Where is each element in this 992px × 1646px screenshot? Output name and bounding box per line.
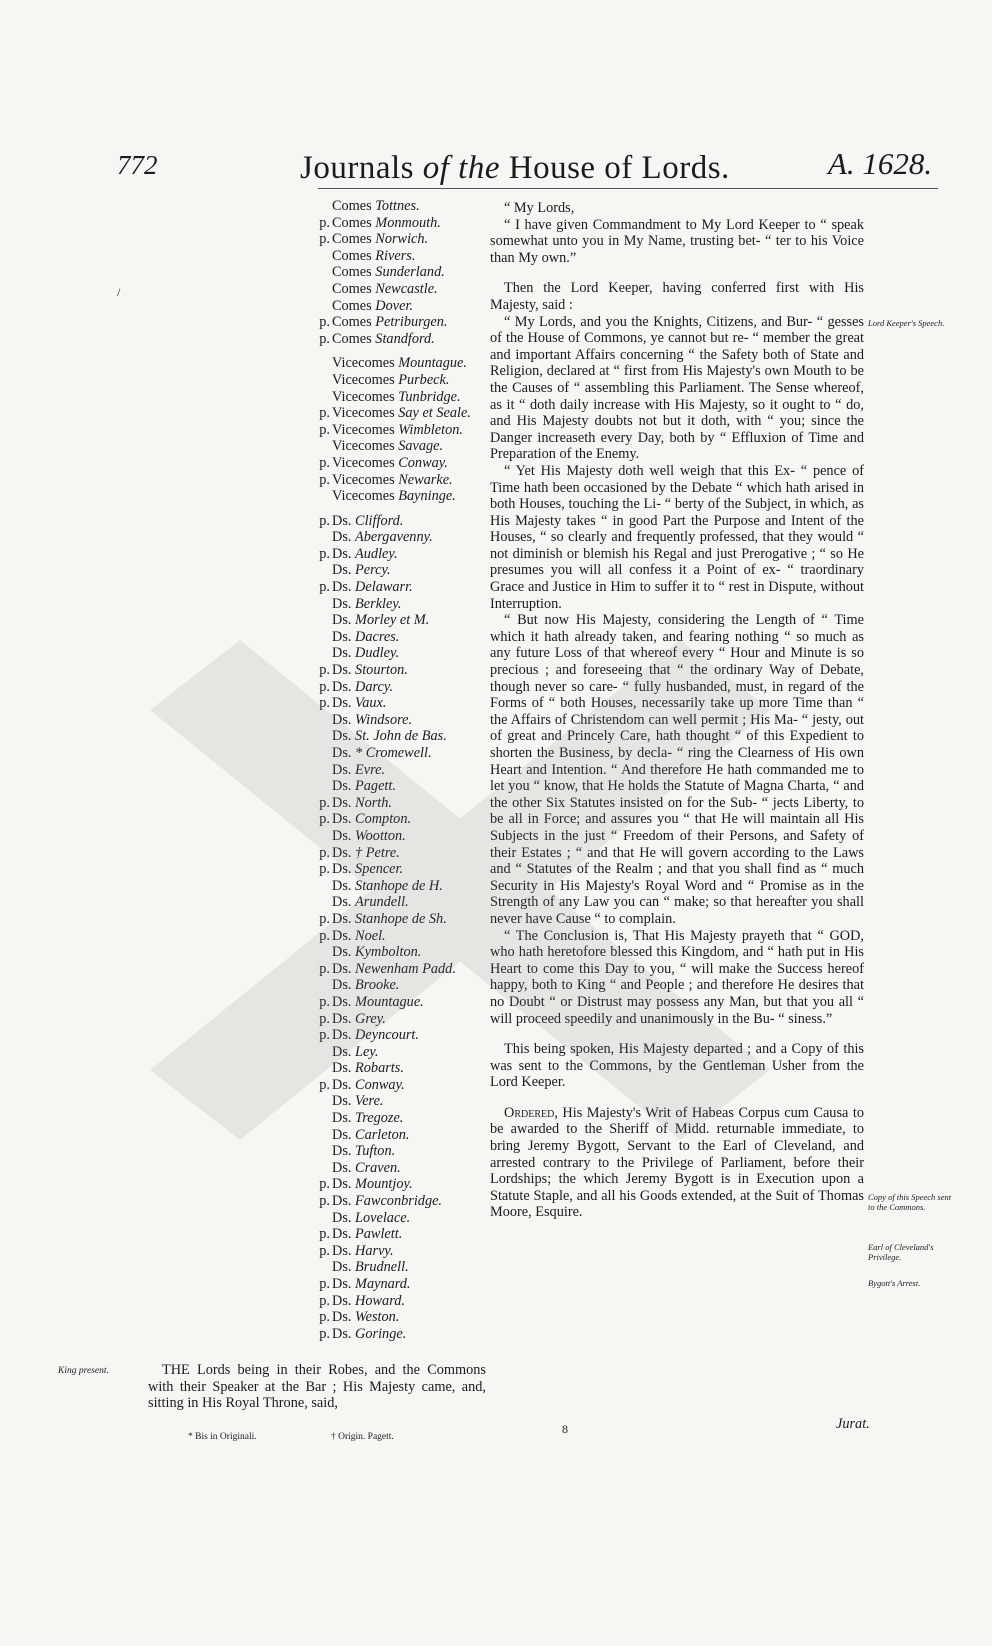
king-present-paragraph: [148, 1362, 486, 1412]
peer-entry: [300, 612, 490, 629]
peer-entry: [300, 894, 490, 911]
presence-mark: p.: [319, 512, 330, 529]
peer-entry: [300, 1326, 490, 1343]
peer-title: Vicecomes: [332, 438, 395, 455]
peer-name: Bayninge.: [398, 488, 456, 505]
peer-entry: [300, 405, 490, 422]
peer-entry: [300, 1309, 490, 1326]
peer-name: Lovelace.: [355, 1209, 411, 1226]
peer-name: Stanhope de H.: [355, 877, 443, 894]
margin-note-king: King present.: [58, 1366, 109, 1376]
peer-name: Mountjoy.: [355, 1176, 413, 1193]
footnotes: [188, 1432, 466, 1442]
peer-name: Mountague.: [355, 993, 424, 1010]
peer-name: Grey.: [355, 1010, 386, 1027]
peer-name: Conway.: [355, 1076, 405, 1093]
peer-title: Ds.: [332, 960, 352, 977]
peer-entry: [300, 679, 490, 696]
peer-name: Berkley.: [355, 595, 402, 612]
peer-entry: [300, 762, 490, 779]
peer-title: Ds.: [332, 1209, 352, 1226]
peer-title: Ds.: [332, 1259, 352, 1276]
peer-title: Ds.: [332, 1242, 352, 1259]
speech-para-4: “ The Conclusion is, That His Majesty prayeth that “ GOD, who hath heretofore blessed this Kingdom, and “ hath put in His Heart to come this Day to you, “ will make the Success hereof happy, both to King “ and People ; and therefore He desires that no Doubt “ or Distrust may possess any Man, but that you all “ will proceed speedily and unanimously in the Bu- “ siness.”: [490, 927, 864, 1027]
peer-name: Tufton.: [355, 1143, 396, 1160]
peer-name: Kymbolton.: [355, 944, 422, 961]
peer-entry: [300, 198, 490, 215]
presence-mark: p.: [319, 314, 330, 331]
peer-title: Ds.: [332, 1126, 352, 1143]
peer-entry: [300, 878, 490, 895]
peer-entry: [300, 662, 490, 679]
peer-entry: [300, 1226, 490, 1243]
speech-intro: Then the Lord Keeper, having conferred first with His Majesty, said :: [490, 280, 864, 313]
peer-entry: [300, 645, 490, 662]
presence-mark: p.: [319, 471, 330, 488]
peer-title: Ds.: [332, 1076, 352, 1093]
peer-title: Ds.: [332, 579, 352, 596]
peer-title: Ds.: [332, 645, 352, 662]
peer-name: Tunbridge.: [398, 388, 461, 405]
peer-title: Ds.: [332, 1292, 352, 1309]
peer-entry: [300, 248, 490, 265]
presence-mark: p.: [319, 1226, 330, 1243]
peer-title: Ds.: [332, 695, 352, 712]
presence-mark: p.: [319, 1292, 330, 1309]
presence-mark: p.: [319, 579, 330, 596]
margin-note-lord-keeper: Lord Keeper's Speech.: [868, 318, 945, 328]
ordered-word: Ordered,: [504, 1104, 558, 1121]
peer-name: Dover.: [375, 297, 414, 314]
peer-entry: [300, 579, 490, 596]
peer-name: Tottnes.: [375, 198, 420, 214]
peer-name: Purbeck.: [398, 371, 450, 388]
presence-mark: p.: [319, 1176, 330, 1193]
peer-title: Ds.: [332, 1143, 352, 1160]
peer-entry: [300, 712, 490, 729]
signature-mark: 8: [562, 1422, 568, 1436]
peer-title: Ds.: [332, 512, 352, 529]
margin-tick: /: [117, 285, 121, 299]
peer-entry: [300, 1127, 490, 1144]
presence-mark: p.: [319, 1309, 330, 1326]
margin-note-bygott: Bygott's Arrest.: [868, 1278, 921, 1288]
peer-entry: [300, 1060, 490, 1077]
peer-name: Newenham Padd.: [355, 960, 456, 977]
peer-title: Ds.: [332, 861, 352, 878]
peer-title: Ds.: [332, 628, 352, 645]
peer-entry: [300, 1293, 490, 1310]
speech-para-3: “ But now His Majesty, considering the Length of “ Time which it hath already taken, and fearing nothing “ so much as any future Loss of that whereof every “ Hour and Minute is so precious ; and foreseeing that “ the ordinary Way of Debate, though never so care- “ fully husbanded, must, in regard of the Forms of “ both Houses, necessarily take up more Time than “ the Affairs of Christendom can well permit ; His Ma- “ jesty, out of great and Princely Care, hath thought “ of this Expedient to shorten the Business, by decla- “ ring the Clearness of His own Heart and Intention. “ And therefore He hath commanded me to let you “ know, that He holds the Statute of Magna Charta, “ and the other Six Statutes insisted on for the Sub- “ jects Liberty, to be all in Force; and assures you “ that He will maintain all His Subjects in the just “ Freedom of their Persons, and Safety of their Estates ; “ and that He will govern according to the Laws and “ Statutes of the Realm ; and that you shall find as “ much Security in His Majesty's Royal Word and “ Promise as in the Strength of any Law you can “ make; so that hereafter you shall never have Cause “ to complain.: [490, 612, 864, 927]
peer-title: Ds.: [332, 1110, 352, 1127]
peer-title: Ds.: [332, 1309, 352, 1326]
peer-entry: [300, 1243, 490, 1260]
peer-entry: [300, 928, 490, 945]
peer-name: Wimbleton.: [398, 421, 463, 438]
peer-name: Monmouth.: [375, 214, 441, 231]
peer-name: Brooke.: [355, 977, 400, 994]
peer-entry: [300, 1011, 490, 1028]
peer-title: Ds.: [332, 1325, 352, 1342]
peer-name: St. John de Bas.: [355, 728, 447, 745]
peer-name: Stanhope de Sh.: [355, 910, 447, 927]
peer-title: Ds.: [332, 944, 352, 961]
presence-mark: p.: [319, 861, 330, 878]
peer-entry: [300, 562, 490, 579]
speech-greeting: “ My Lords,: [504, 200, 575, 216]
peer-entry: [300, 513, 490, 530]
peer-title: Comes: [332, 264, 372, 281]
presence-mark: p.: [319, 993, 330, 1010]
peer-name: Pagett.: [355, 778, 396, 795]
peer-name: Rivers.: [375, 247, 416, 264]
peer-name: Tregoze.: [355, 1110, 404, 1127]
peer-entry: [300, 1259, 490, 1276]
peer-entry: [300, 1093, 490, 1110]
peer-name: Darcy.: [355, 678, 394, 695]
peer-title: Vicecomes: [332, 388, 395, 405]
peer-name: Deyncourt.: [355, 1027, 419, 1044]
peer-entry: [300, 314, 490, 331]
presence-mark: p.: [319, 330, 330, 347]
peer-name: Sunderland.: [375, 264, 445, 281]
title-of: of the: [422, 150, 500, 186]
peer-name: Dudley.: [355, 645, 400, 662]
peer-entry: [300, 596, 490, 613]
peer-title: Ds.: [332, 545, 352, 562]
presence-mark: p.: [319, 927, 330, 944]
peer-entry: [300, 778, 490, 795]
peer-entry: [300, 215, 490, 232]
peer-entry: [300, 389, 490, 406]
peer-entry: [300, 546, 490, 563]
speech-column: [490, 200, 864, 1221]
margin-note-copy: Copy of this Speech sent to the Commons.: [868, 1192, 952, 1212]
peer-name: * Cromewell.: [355, 745, 432, 761]
peer-name: Audley.: [355, 545, 398, 562]
peer-entry: [300, 355, 490, 372]
ordered-paragraph: [490, 1105, 864, 1221]
peer-name: Compton.: [355, 811, 412, 828]
peer-entry: [300, 745, 490, 762]
peer-entry: [300, 1276, 490, 1293]
presence-mark: p.: [319, 545, 330, 562]
peer-title: Ds.: [332, 1276, 352, 1292]
list-gap: [300, 505, 490, 513]
peer-entry: [300, 529, 490, 546]
peer-name: Brudnell.: [355, 1259, 409, 1276]
peer-name: Ley.: [355, 1043, 379, 1060]
peer-title: Ds.: [332, 1060, 352, 1077]
peer-title: Ds.: [332, 711, 352, 728]
peer-title: Comes: [332, 330, 372, 347]
peer-entry: [300, 1044, 490, 1061]
page-number: 772: [117, 150, 158, 180]
presence-mark: p.: [319, 1276, 330, 1292]
peer-entry: [300, 472, 490, 489]
peer-name: Craven.: [355, 1159, 401, 1176]
peer-title: Vicecomes: [332, 471, 395, 488]
peer-title: Ds.: [332, 761, 352, 778]
title-suffix: House of Lords.: [499, 150, 730, 186]
peer-title: Ds.: [332, 894, 352, 911]
peer-name: Morley et M.: [355, 612, 430, 629]
peer-entry: [300, 372, 490, 389]
peer-title: Ds.: [332, 595, 352, 612]
peer-title: Ds.: [332, 1027, 352, 1044]
peer-entry: [300, 861, 490, 878]
presence-mark: p.: [319, 1242, 330, 1259]
peer-title: Ds.: [332, 612, 352, 629]
peer-title: Ds.: [332, 811, 352, 828]
presence-mark: p.: [319, 960, 330, 977]
attendance-list: [300, 198, 490, 1342]
presence-mark: p.: [319, 811, 330, 828]
peer-title: Ds.: [332, 678, 352, 695]
presence-mark: p.: [319, 678, 330, 695]
peer-entry: [300, 438, 490, 455]
presence-mark: p.: [319, 1325, 330, 1342]
peer-title: Comes: [332, 231, 372, 248]
peer-entry: [300, 828, 490, 845]
peer-name: Weston.: [355, 1309, 400, 1326]
peer-title: Ds.: [332, 562, 352, 579]
peer-entry: [300, 1193, 490, 1210]
presence-mark: p.: [319, 1076, 330, 1093]
peer-entry: [300, 264, 490, 281]
peer-title: Comes: [332, 247, 372, 264]
peer-entry: [300, 488, 490, 505]
peer-entry: [300, 728, 490, 745]
peer-title: Comes: [332, 214, 372, 231]
peer-title: Ds.: [332, 1226, 352, 1243]
peer-name: Clifford.: [355, 512, 404, 529]
peer-title: Vicecomes: [332, 405, 395, 422]
peer-title: Ds.: [332, 778, 352, 795]
king-present-text: THE Lords being in their Robes, and the Commons with their Speaker at the Bar ; His Majesty came, and, sitting in His Royal Throne, said,: [148, 1362, 486, 1412]
peer-title: Ds.: [332, 844, 352, 861]
peer-title: Ds.: [332, 827, 352, 844]
peer-title: Ds.: [332, 794, 352, 811]
peer-title: Comes: [332, 297, 372, 314]
peer-name: Vaux.: [355, 695, 387, 712]
peer-entry: [300, 911, 490, 928]
speech-opening: “ I have given Commandment to My Lord Keeper to “ speak somewhat unto you in My Name, trusting bet- “ ter to his Voice than My own.”: [490, 216, 864, 266]
peer-name: Norwich.: [375, 231, 429, 248]
peer-entry: [300, 1210, 490, 1227]
peer-name: Goringe.: [355, 1325, 407, 1342]
catchword: Jurat.: [836, 1416, 870, 1432]
peer-title: Ds.: [332, 977, 352, 994]
peer-entry: [300, 231, 490, 248]
peer-name: Percy.: [355, 562, 391, 579]
peer-name: Delawarr.: [355, 579, 413, 596]
peer-name: Wootton.: [355, 827, 406, 844]
peer-entry: [300, 1160, 490, 1177]
peer-title: Ds.: [332, 1193, 352, 1210]
peer-entry: [300, 1110, 490, 1127]
peer-title: Ds.: [332, 927, 352, 944]
peer-title: Ds.: [332, 910, 352, 927]
presence-mark: p.: [319, 662, 330, 679]
list-gap: [300, 347, 490, 355]
presence-mark: p.: [319, 421, 330, 438]
presence-mark: p.: [319, 454, 330, 471]
peer-name: Harvy.: [355, 1242, 394, 1259]
peer-title: Vicecomes: [332, 454, 395, 471]
peer-title: Comes: [332, 280, 372, 297]
peer-entry: [300, 1143, 490, 1160]
header-rule: [318, 188, 938, 189]
peer-entry: [300, 455, 490, 472]
peer-name: Pawlett.: [355, 1226, 403, 1243]
peer-name: Vere.: [355, 1093, 384, 1110]
peer-name: Savage.: [398, 438, 444, 455]
peer-title: Comes: [332, 314, 372, 331]
peer-name: Robarts.: [355, 1060, 404, 1077]
presence-mark: p.: [319, 1010, 330, 1027]
peer-entry: [300, 298, 490, 315]
peer-entry: [300, 331, 490, 348]
peer-entry: [300, 795, 490, 812]
presence-mark: p.: [319, 910, 330, 927]
peer-name: Petriburgen.: [375, 314, 448, 331]
peer-name: Newcastle.: [375, 280, 438, 297]
peer-name: Arundell.: [355, 894, 409, 911]
peer-title: Ds.: [332, 1176, 352, 1193]
peer-name: Howard.: [355, 1292, 405, 1309]
peer-entry: [300, 281, 490, 298]
footnote-origin: † Origin. Pagett.: [331, 1432, 394, 1442]
peer-entry: [300, 994, 490, 1011]
peer-entry: [300, 695, 490, 712]
peer-name: Noel.: [355, 927, 386, 944]
peer-entry: [300, 1027, 490, 1044]
peer-title: Ds.: [332, 1010, 352, 1027]
peer-name: Spencer.: [355, 861, 404, 878]
peer-title: Ds.: [332, 728, 352, 745]
peer-name: Fawconbridge.: [355, 1193, 443, 1210]
peer-title: Comes: [332, 198, 372, 214]
peer-title: Ds.: [332, 993, 352, 1010]
speech-para-1: “ My Lords, and you the Knights, Citizens, and Bur- “ gesses of the House of Commons, ye cannot but re- “ member the great and important Affairs concerning “ the Safety both of State and Religion, declared at “ first from His Majesty's own Mouth to be the Causes of “ assembling this Parliament. The Sense whereof, as it “ doth daily increase with His Majesty, so it ought to “ do, and His Majesty doubts not but it doth, with “ you; since the Danger increaseth every Day, both by “ Effluxion of Time and Preparation of the Enemy.: [490, 313, 864, 463]
presence-mark: p.: [319, 844, 330, 861]
peer-entry: [300, 1176, 490, 1193]
peer-title: Ds.: [332, 662, 352, 679]
peer-name: Windsore.: [355, 711, 413, 728]
speech-para-2: “ Yet His Majesty doth well weigh that this Ex- “ pence of Time hath been occasioned by the Debate “ which hath arised in both Houses, touching the Li- “ berty of the Subject, in which, as His Majesty takes “ in good Part the Purpose and Intent of the Houses, “ so clearly and frequently professed, that they would “ not diminish or blemish his Regal and just Prerogative ; “ so He presumes you will all confess it a Point of ex- “ traordinary Grace and Justice in Him to suffer it to “ rest in Dispute, without Interruption.: [490, 462, 864, 612]
peer-title: Ds.: [332, 1159, 352, 1176]
peer-name: Abergavenny.: [355, 529, 433, 546]
peer-entry: [300, 1077, 490, 1094]
departed-paragraph: This being spoken, His Majesty departed ; and a Copy of this was sent to the Commons, by the Gentleman Usher from the Lord Keeper.: [490, 1041, 864, 1091]
peer-title: Ds.: [332, 1043, 352, 1060]
peer-name: Dacres.: [355, 628, 400, 645]
peer-entry: [300, 944, 490, 961]
peer-entry: [300, 811, 490, 828]
presence-mark: p.: [319, 214, 330, 231]
peer-entry: [300, 977, 490, 994]
peer-name: Standford.: [375, 330, 435, 347]
peer-title: Vicecomes: [332, 421, 395, 438]
peer-name: Mountague.: [398, 355, 467, 372]
presence-mark: p.: [319, 695, 330, 712]
year-heading: A. 1628.: [828, 146, 933, 181]
peer-title: Ds.: [332, 745, 352, 761]
peer-entry: [300, 961, 490, 978]
margin-note-earl: Earl of Cleveland's Privilege.: [868, 1242, 934, 1262]
presence-mark: p.: [319, 231, 330, 248]
peer-name: Stourton.: [355, 662, 408, 679]
peer-name: Say et Seale.: [398, 405, 471, 422]
peer-entry: [300, 845, 490, 862]
peer-title: Vicecomes: [332, 355, 395, 372]
peer-title: Ds.: [332, 529, 352, 546]
title-prefix: Journals: [300, 150, 423, 186]
peer-name: † Petre.: [355, 844, 400, 861]
presence-mark: p.: [319, 1193, 330, 1210]
footnote-bis: * Bis in Originali.: [188, 1432, 257, 1442]
peer-name: Maynard.: [355, 1276, 411, 1292]
peer-name: Carleton.: [355, 1126, 410, 1143]
peer-name: Newarke.: [398, 471, 453, 488]
presence-mark: p.: [319, 1027, 330, 1044]
peer-title: Vicecomes: [332, 488, 395, 505]
peer-name: Conway.: [398, 454, 448, 471]
peer-name: North.: [355, 794, 392, 811]
peer-entry: [300, 422, 490, 439]
peer-title: Ds.: [332, 1093, 352, 1110]
peer-title: Vicecomes: [332, 371, 395, 388]
ordered-text: His Majesty's Writ of Habeas Corpus cum Causa to be awarded to the Sheriff of Midd. returnable immediate, to bring Jeremy Bygott, Servant to the Earl of Cleveland, and arrested contrary to the Privilege of Parliament, before their Lordships; the which Jeremy Bygott is in Execution upon a Statute Staple, and all his Goods extended, at the Suit of Thomas Moore, Esquire.: [490, 1104, 864, 1221]
peer-title: Ds.: [332, 877, 352, 894]
page-title: [300, 150, 730, 187]
presence-mark: p.: [319, 405, 330, 422]
peer-entry: [300, 629, 490, 646]
peer-name: Evre.: [355, 761, 386, 778]
presence-mark: p.: [319, 794, 330, 811]
